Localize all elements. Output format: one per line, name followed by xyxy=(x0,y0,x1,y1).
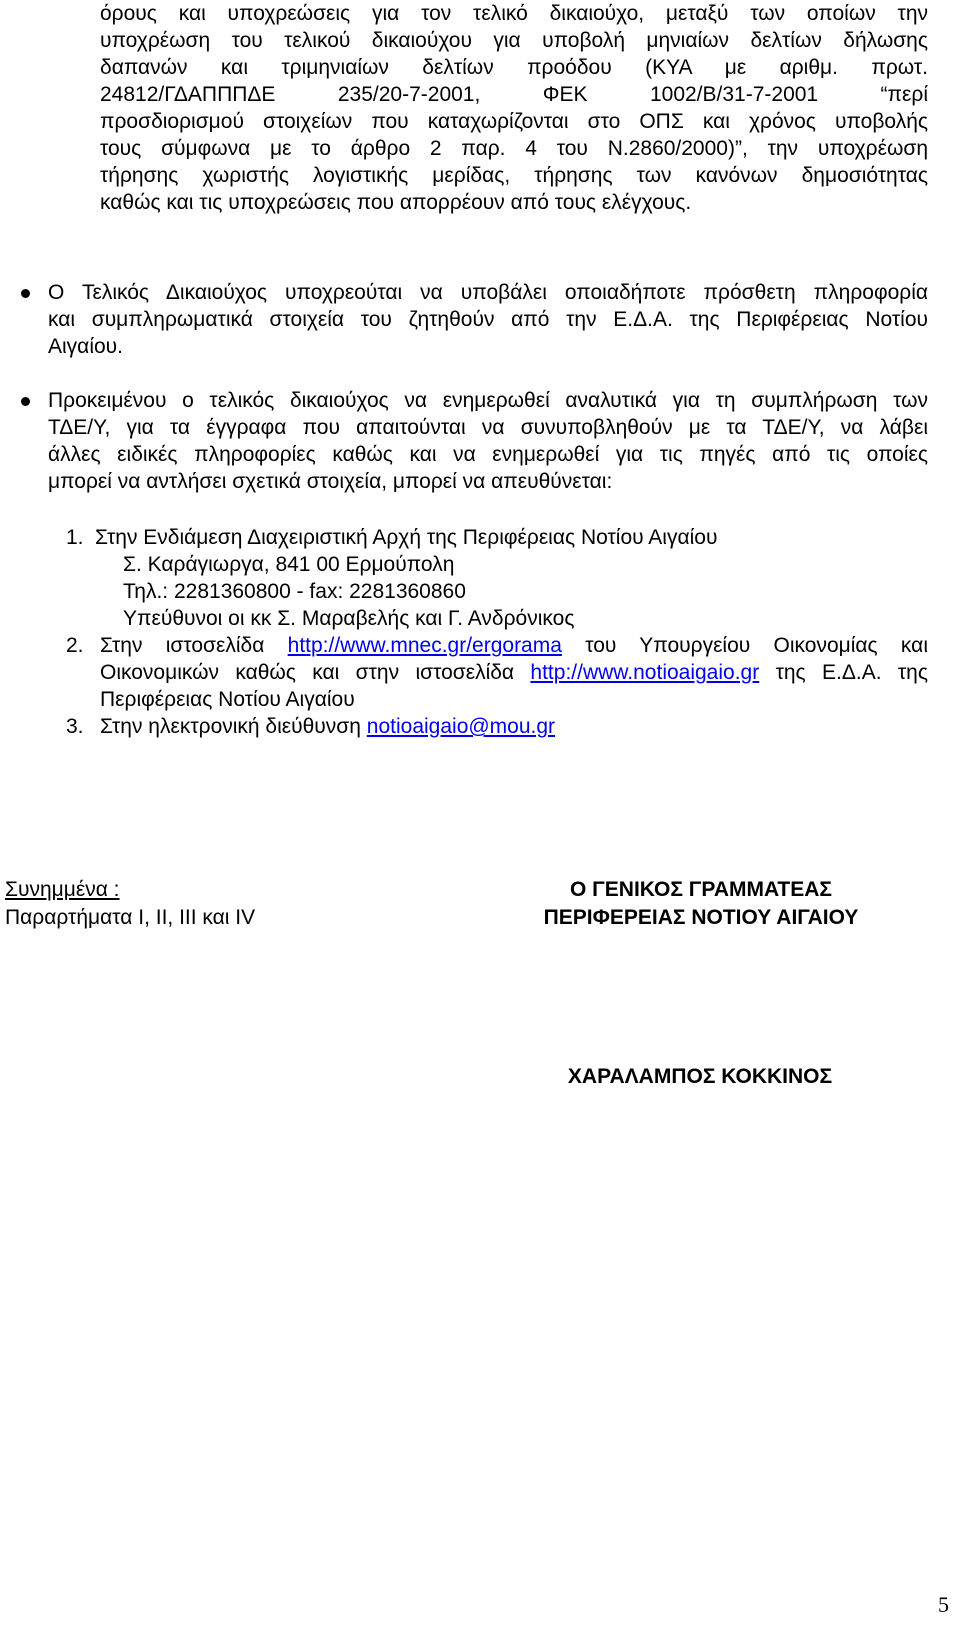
paragraph-line: άλλες ειδικές πληροφορίες καθώς και να ενημερωθεί για τις πηγές από τις οποίες xyxy=(48,443,928,466)
contact-phone: Τηλ.: 2281360800 - fax: 2281360860 xyxy=(123,580,466,603)
list-number: 3. xyxy=(66,715,84,738)
paragraph-line: όρους και υποχρεώσεις για τον τελικό δικαιούχο, μεταξύ των οποίων την xyxy=(100,2,928,25)
bullet-dot xyxy=(21,397,30,406)
paragraph-line: δαπανών και τριμηνιαίων δελτίων προόδου (ΚΥΑ με αριθμ. πρωτ. xyxy=(100,56,928,79)
contact-email-line xyxy=(100,713,555,740)
paragraph-line: Προκειμένου ο τελικός δικαιούχος να ενημερωθεί αναλυτικά για τη συμπλήρωση των xyxy=(48,389,928,412)
signatory-name: ΧΑΡΑΛΑΜΠΟΣ ΚΟΚΚΙΝΟΣ xyxy=(567,1065,833,1088)
paragraph-line: 24812/ΓΔΑΠΠΠΔΕ 235/20-7-2001, ΦΕΚ 1002/Β/31-7-2001 “περί xyxy=(100,83,928,106)
contact-list xyxy=(0,524,960,744)
list-number: 1. xyxy=(66,526,84,549)
paragraph-line: Ο Τελικός Δικαιούχος υποχρεούται να υποβάλει οποιαδήποτε πρόσθετη πληροφορία xyxy=(48,281,928,304)
page-number: 5 xyxy=(938,1592,949,1617)
paragraph-line: και συμπληρωματικά στοιχεία του ζητηθούν από την Ε.Δ.Α. της Περιφέρειας Νοτίου xyxy=(48,308,928,331)
paragraph-line: υποχρέωση του τελικού δικαιούχου για υποβολή μηνιαίων δελτίων δήλωσης xyxy=(100,29,928,52)
contact-authority: Στην Ενδιάμεση Διαχειριστική Αρχή της Περιφέρειας Νοτίου Αιγαίου xyxy=(95,526,718,549)
paragraph-line: προσδιορισμού στοιχείων που καταχωρίζονται στο ΟΠΣ και χρόνος υποβολής xyxy=(100,110,928,133)
bullet-dot xyxy=(21,289,30,298)
paragraph-line: Αιγαίου. xyxy=(48,335,123,358)
contact-website-line xyxy=(100,659,928,686)
website-mid: του Υπουργείου Οικονομίας και xyxy=(585,634,928,657)
website-prefix: Οικονομικών καθώς και στην ιστοσελίδα xyxy=(100,661,515,684)
bullet-paragraph-1 xyxy=(48,279,928,360)
email-prefix: Στην ηλεκτρονική διεύθυνση xyxy=(100,715,361,738)
paragraph-line: καθώς και τις υποχρεώσεις που απορρέουν από τους ελέγχους. xyxy=(100,191,692,214)
signatory-title: Ο ΓΕΝΙΚΟΣ ΓΡΑΜΜΑΤΕΑΣ xyxy=(569,878,833,901)
contact-address: Σ. Καράγιωργα, 841 00 Ερμούπολη xyxy=(123,553,455,576)
paragraph-line: μπορεί να αντλήσει σχετικά στοιχεία, μπορεί να απευθύνεται: xyxy=(48,470,613,493)
notioaigaio-link[interactable]: http://www.notioaigaio.gr xyxy=(530,661,760,684)
email-link[interactable]: notioaigaio@mou.gr xyxy=(366,715,556,738)
contact-responsible: Υπεύθυνοι οι κκ Σ. Μαραβελής και Γ. Ανδρόνικος xyxy=(123,607,575,630)
bullet-paragraph-2 xyxy=(48,387,928,495)
list-number: 2. xyxy=(66,634,84,657)
paragraph-line: τους σύμφωνα με το άρθρο 2 παρ. 4 του Ν.2860/2000)”, την υποχρέωση xyxy=(100,137,928,160)
attachments-value: Παραρτήματα Ι, ΙΙ, ΙΙΙ και ΙV xyxy=(5,906,256,929)
website-prefix: Στην ιστοσελίδα xyxy=(100,634,265,657)
website-region: Περιφέρειας Νοτίου Αιγαίου xyxy=(100,688,355,711)
contact-website-line xyxy=(100,632,928,659)
paragraph-line: τήρησης χωριστής λογιστικής μερίδας, τήρησης των κανόνων δημοσιότητας xyxy=(100,164,928,187)
website-suffix: της Ε.Δ.Α. της xyxy=(775,661,928,684)
paragraph-line: ΤΔΕ/Υ, για τα έγγραφα που απαιτούνται να συνυποβληθούν με τα ΤΔΕ/Υ, να λάβει xyxy=(48,416,928,439)
attachments-label: Συνημμένα : xyxy=(5,878,120,901)
signatory-region: ΠΕΡΙΦΕΡΕΙΑΣ ΝΟΤΙΟΥ ΑΙΓΑΙΟΥ xyxy=(543,906,859,929)
intro-paragraph xyxy=(100,0,928,216)
mnec-link[interactable]: http://www.mnec.gr/ergorama xyxy=(287,634,562,657)
